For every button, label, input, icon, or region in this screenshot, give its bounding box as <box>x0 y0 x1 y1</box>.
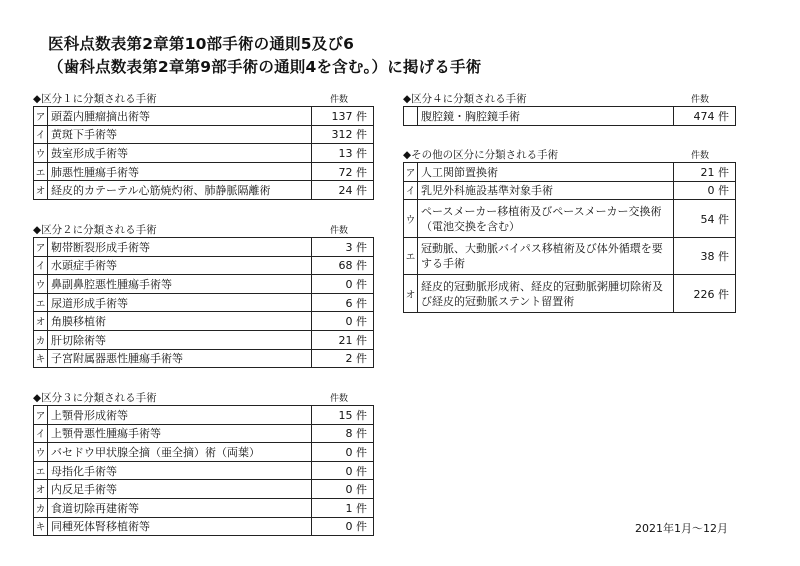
procedure-table <box>403 106 736 126</box>
table-row <box>404 200 736 238</box>
section-title: ◆区分２に分類される手術 <box>33 224 157 236</box>
table-row <box>34 461 374 480</box>
row-name: 鼻副鼻腔悪性腫瘍手術等 <box>48 275 312 294</box>
row-name: 同種死体腎移植術等 <box>48 517 312 536</box>
table-row <box>404 275 736 313</box>
row-key: カ <box>34 330 48 349</box>
row-count: 21 件 <box>674 163 736 182</box>
row-count: 0 件 <box>312 443 374 462</box>
row-count: 1 件 <box>312 498 374 517</box>
procedure-table <box>33 237 374 368</box>
document-title-line2: （歯科点数表第2章第9部手術の通則4を含む。）に掲げる手術 <box>48 58 482 76</box>
row-count: 15 件 <box>312 406 374 425</box>
row-count: 0 件 <box>312 480 374 499</box>
section-other <box>403 146 736 313</box>
row-name: 乳児外科施設基準対象手術 <box>418 181 674 200</box>
row-count: 72 件 <box>312 162 374 181</box>
count-header: 件数 <box>691 151 710 161</box>
row-key: カ <box>34 498 48 517</box>
count-header: 件数 <box>330 95 349 105</box>
row-count: 0 件 <box>312 275 374 294</box>
row-count: 474 件 <box>674 107 736 126</box>
row-name: 水頭症手術等 <box>48 256 312 275</box>
procedure-table <box>33 106 374 200</box>
table-row <box>34 443 374 462</box>
count-header: 件数 <box>330 394 349 404</box>
row-count: 68 件 <box>312 256 374 275</box>
period-label: 2021年1月～12月 <box>635 522 728 535</box>
row-count: 24 件 <box>312 181 374 200</box>
row-count: 0 件 <box>674 181 736 200</box>
row-name: ペースメーカー移植術及びペースメーカー交換術（電池交換を含む） <box>418 200 674 238</box>
table-row <box>34 330 374 349</box>
row-key: ウ <box>404 200 418 238</box>
row-name: 鼓室形成手術等 <box>48 144 312 163</box>
row-name: 黄斑下手術等 <box>48 125 312 144</box>
table-row <box>34 480 374 499</box>
row-name: 経皮的冠動脈形成術、経皮的冠動脈粥腫切除術及び経皮的冠動脈ステント留置術 <box>418 275 674 313</box>
table-row <box>34 107 374 126</box>
row-count: 3 件 <box>312 238 374 257</box>
table-row <box>34 181 374 200</box>
row-count: 6 件 <box>312 293 374 312</box>
row-key: イ <box>34 125 48 144</box>
table-row <box>34 144 374 163</box>
section-title: ◆その他の区分に分類される手術 <box>403 149 559 161</box>
table-row <box>34 275 374 294</box>
section-3 <box>33 389 374 536</box>
row-name: バセドウ甲状腺全摘（亜全摘）術（両葉） <box>48 443 312 462</box>
row-name: 靭帯断裂形成手術等 <box>48 238 312 257</box>
row-count: 21 件 <box>312 330 374 349</box>
table-row <box>34 517 374 536</box>
section-2 <box>33 221 374 368</box>
row-count: 0 件 <box>312 312 374 331</box>
count-header: 件数 <box>330 226 349 236</box>
row-name: 冠動脈、大動脈バイパス移植術及び体外循環を要する手術 <box>418 238 674 275</box>
table-row <box>34 125 374 144</box>
row-key: イ <box>34 256 48 275</box>
row-key: イ <box>34 424 48 443</box>
table-row <box>34 256 374 275</box>
row-key: ア <box>34 238 48 257</box>
row-key: ア <box>34 406 48 425</box>
row-count: 0 件 <box>312 517 374 536</box>
table-row <box>34 162 374 181</box>
row-name: 頭蓋内腫瘤摘出術等 <box>48 107 312 126</box>
table-row <box>34 349 374 368</box>
row-count: 226 件 <box>674 275 736 313</box>
row-name: 上顎骨悪性腫瘍手術等 <box>48 424 312 443</box>
row-count: 0 件 <box>312 461 374 480</box>
row-key: ウ <box>34 443 48 462</box>
row-name: 内反足手術等 <box>48 480 312 499</box>
section-title: ◆区分１に分類される手術 <box>33 93 157 105</box>
table-row <box>34 406 374 425</box>
row-key: キ <box>34 517 48 536</box>
row-key: ウ <box>34 275 48 294</box>
table-row <box>34 424 374 443</box>
row-name: 経皮的カテーテル心筋焼灼術、肺静脈隔離術 <box>48 181 312 200</box>
section-title: ◆区分３に分類される手術 <box>33 392 157 404</box>
section-4 <box>403 90 736 126</box>
table-row <box>404 107 736 126</box>
row-name: 人工関節置換術 <box>418 163 674 182</box>
table-row <box>34 293 374 312</box>
document-title-line1: 医科点数表第2章第10部手術の通則5及び6 <box>48 35 355 53</box>
row-name: 肺悪性腫瘍手術等 <box>48 162 312 181</box>
row-count: 137 件 <box>312 107 374 126</box>
row-key <box>404 107 418 126</box>
section-title: ◆区分４に分類される手術 <box>403 93 527 105</box>
row-name: 食道切除再建術等 <box>48 498 312 517</box>
row-key: エ <box>34 461 48 480</box>
row-key: オ <box>34 480 48 499</box>
row-count: 2 件 <box>312 349 374 368</box>
row-key: ウ <box>34 144 48 163</box>
row-key: ア <box>34 107 48 126</box>
row-key: エ <box>404 238 418 275</box>
row-count: 13 件 <box>312 144 374 163</box>
procedure-table <box>403 162 736 313</box>
row-name: 子宮附属器悪性腫瘍手術等 <box>48 349 312 368</box>
table-row <box>404 163 736 182</box>
row-key: エ <box>34 293 48 312</box>
row-name: 腹腔鏡・胸腔鏡手術 <box>418 107 674 126</box>
row-count: 312 件 <box>312 125 374 144</box>
row-count: 8 件 <box>312 424 374 443</box>
row-name: 母指化手術等 <box>48 461 312 480</box>
row-key: オ <box>34 181 48 200</box>
procedure-table <box>33 405 374 536</box>
row-name: 角膜移植術 <box>48 312 312 331</box>
count-header: 件数 <box>691 95 710 105</box>
row-key: オ <box>34 312 48 331</box>
row-key: ア <box>404 163 418 182</box>
table-row <box>34 238 374 257</box>
row-count: 54 件 <box>674 200 736 238</box>
row-key: エ <box>34 162 48 181</box>
row-key: イ <box>404 181 418 200</box>
table-row <box>404 238 736 275</box>
row-count: 38 件 <box>674 238 736 275</box>
row-name: 肝切除術等 <box>48 330 312 349</box>
table-row <box>404 181 736 200</box>
row-name: 尿道形成手術等 <box>48 293 312 312</box>
table-row <box>34 312 374 331</box>
row-name: 上顎骨形成術等 <box>48 406 312 425</box>
table-row <box>34 498 374 517</box>
row-key: キ <box>34 349 48 368</box>
section-1 <box>33 90 374 200</box>
row-key: オ <box>404 275 418 313</box>
